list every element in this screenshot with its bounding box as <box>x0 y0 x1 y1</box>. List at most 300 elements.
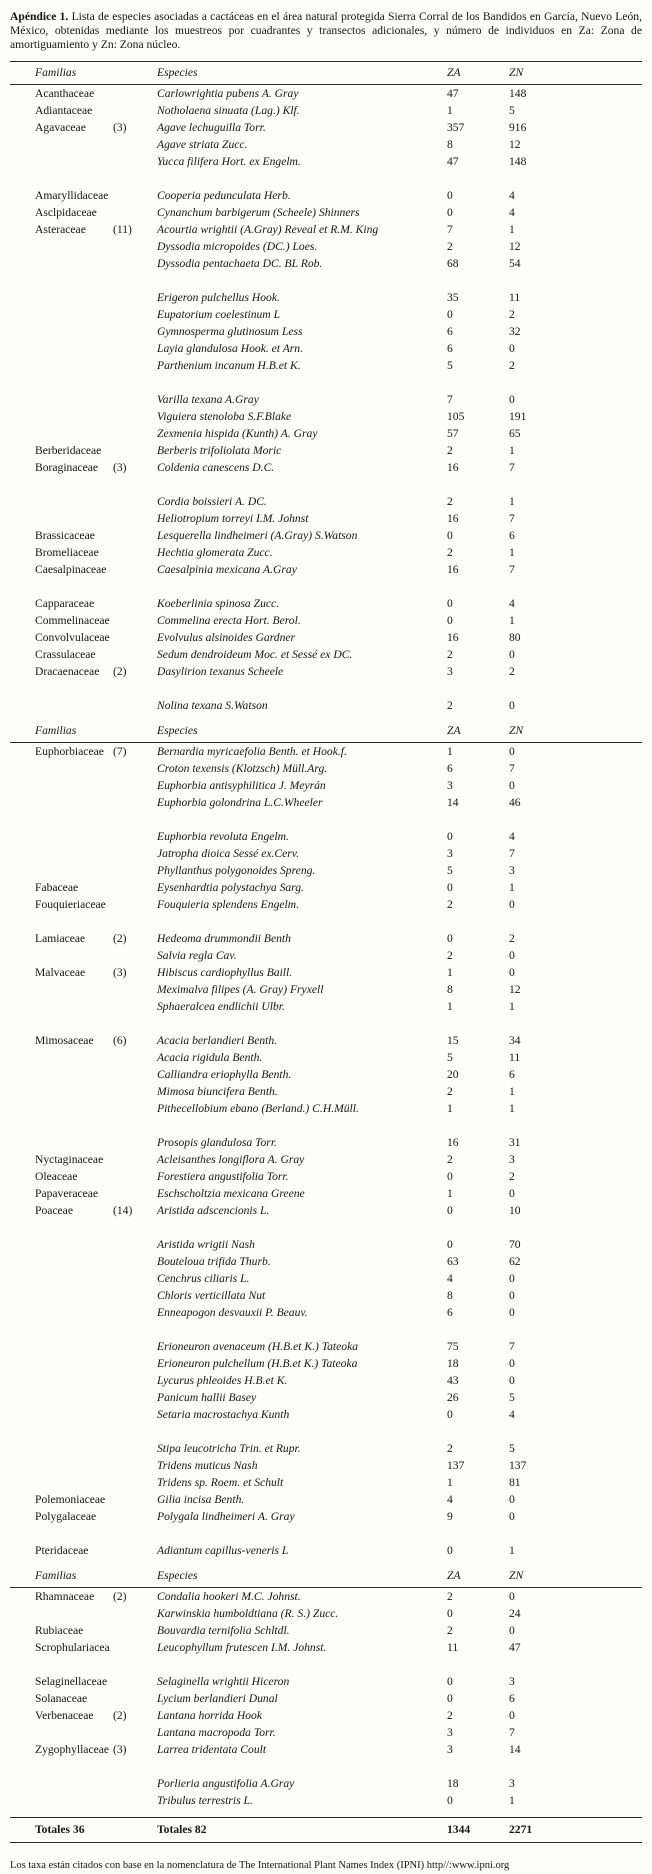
zn-count-cell: 7 <box>509 563 515 576</box>
species-row <box>10 1253 642 1270</box>
zn-count-cell: 7 <box>509 762 515 775</box>
zn-count-cell: 11 <box>509 1051 521 1064</box>
species-row <box>10 743 642 760</box>
zn-count-cell: 0 <box>509 898 515 911</box>
column-header-especies: Especies <box>157 1569 198 1582</box>
species-name-cell: Chloris verticillata Nut <box>157 1289 266 1302</box>
species-row <box>10 1622 642 1639</box>
family-count-cell <box>113 238 157 255</box>
species-name-cell: Dyssodia pentachaeta DC. BL Rob. <box>157 257 323 270</box>
table-rows-group-3 <box>10 1588 642 1809</box>
column-header-zn: ZN <box>509 724 524 737</box>
family-count-cell <box>113 204 157 221</box>
species-name-cell: Caesalpinia mexicana A.Gray <box>157 563 297 576</box>
species-name-cell: Tridens muticus Nash <box>157 1459 258 1472</box>
species-row <box>10 1032 642 1049</box>
za-count-cell: 2 <box>447 495 453 508</box>
za-count-cell: 15 <box>447 1034 459 1047</box>
species-name-cell: Lycium berlandieri Dunal <box>157 1692 278 1705</box>
zn-count-cell: 0 <box>509 1510 515 1523</box>
za-count-cell: 26 <box>447 1391 459 1404</box>
species-name-cell: Varilla texana A.Gray <box>157 393 259 406</box>
species-row <box>10 1542 642 1559</box>
za-count-cell: 2 <box>447 699 453 712</box>
za-count-cell: 4 <box>447 1493 453 1506</box>
za-count-cell: 75 <box>447 1340 459 1353</box>
species-row <box>10 1355 642 1372</box>
zn-count-cell: 1 <box>509 223 515 236</box>
species-row <box>10 459 642 476</box>
zn-count-cell: 4 <box>509 830 515 843</box>
family-cell <box>35 1236 113 1253</box>
species-name-cell: Lantana horrida Hook <box>157 1709 262 1722</box>
table-caption <box>10 10 642 52</box>
family-count-cell <box>113 1457 157 1474</box>
species-name-cell: Layia glandulosa Hook. et Arn. <box>157 342 303 355</box>
species-name-cell: Hedeoma drummondii Benth <box>157 932 291 945</box>
za-count-cell: 9 <box>447 1510 453 1523</box>
zn-count-cell: 54 <box>509 257 521 270</box>
family-cell: Oleaceae <box>35 1170 78 1183</box>
family-cell: Commelinaceae <box>35 614 110 627</box>
family-count-cell: (2) <box>113 665 127 678</box>
family-cell: Bromeliaceae <box>35 546 99 559</box>
family-cell: Polemoniaceae <box>35 1493 106 1506</box>
family-count-cell: (6) <box>113 1034 127 1047</box>
family-cell <box>35 1372 113 1389</box>
za-count-cell: 35 <box>447 291 459 304</box>
species-name-cell: Erioneuron avenaceum (H.B.et K.) Tateoka <box>157 1340 359 1353</box>
zn-count-cell: 1 <box>509 1544 515 1557</box>
family-cell: Zygophyllaceae <box>35 1743 110 1756</box>
family-count-cell <box>113 493 157 510</box>
family-count-cell <box>113 794 157 811</box>
za-count-cell: 2 <box>447 444 453 457</box>
species-name-cell: Dasylirion texanus Scheele <box>157 665 284 678</box>
za-count-cell: 2 <box>447 240 453 253</box>
column-header-count-spacer <box>113 66 157 80</box>
species-name-cell: Acacia berlandieri Benth. <box>157 1034 278 1047</box>
species-row <box>10 102 642 119</box>
family-count-cell: (11) <box>113 223 132 236</box>
zn-count-cell: 34 <box>509 1034 521 1047</box>
family-cell: Caesalpinaceae <box>35 563 107 576</box>
species-row <box>10 1304 642 1321</box>
species-row <box>10 493 642 510</box>
species-name-cell: Jatropha dioica Sessé ex.Cerv. <box>157 847 299 860</box>
column-header-familias: Familias <box>35 66 77 79</box>
column-header-especies: Especies <box>157 724 198 737</box>
family-cell <box>35 777 113 794</box>
family-count-cell <box>113 306 157 323</box>
zn-count-cell: 46 <box>509 796 521 809</box>
species-name-cell: Gymnosperma glutinosum Less <box>157 325 303 338</box>
za-count-cell: 2 <box>447 1153 453 1166</box>
species-name-cell: Aristida wrigtii Nash <box>157 1238 255 1251</box>
species-row <box>10 1287 642 1304</box>
species-name-cell: Acleisanthes longiflora A. Gray <box>157 1153 305 1166</box>
species-row <box>10 255 642 272</box>
spacer-row <box>10 1219 642 1236</box>
za-count-cell: 4 <box>447 1272 453 1285</box>
table-rows-group-2 <box>10 743 642 1559</box>
species-name-cell: Cooperia pedunculata Herb. <box>157 189 291 202</box>
family-count-cell <box>113 85 157 102</box>
zn-count-cell: 6 <box>509 1068 515 1081</box>
za-count-cell: 16 <box>447 563 459 576</box>
family-cell <box>35 697 113 714</box>
caption-label: Apéndice 1. <box>10 10 69 23</box>
family-count-cell <box>113 1304 157 1321</box>
species-row <box>10 862 642 879</box>
spacer-row <box>10 1758 642 1775</box>
zn-count-cell: 2 <box>509 665 515 678</box>
family-cell: Dracaenaceae <box>35 665 100 678</box>
family-cell <box>35 1389 113 1406</box>
species-name-cell: Notholaena sinuata (Lag.) Klf. <box>157 104 300 117</box>
zn-count-cell: 80 <box>509 631 521 644</box>
za-count-cell: 6 <box>447 762 453 775</box>
za-count-cell: 8 <box>447 983 453 996</box>
spacer-row <box>10 811 642 828</box>
species-name-cell: Erigeron pulchellus Hook. <box>157 291 280 304</box>
za-count-cell: 43 <box>447 1374 459 1387</box>
family-count-cell <box>113 408 157 425</box>
family-cell <box>35 1406 113 1423</box>
species-row <box>10 1457 642 1474</box>
species-row <box>10 879 642 896</box>
za-count-cell: 0 <box>447 597 453 610</box>
species-row <box>10 663 642 680</box>
species-name-cell: Phyllanthus polygonoides Spreng. <box>157 864 316 877</box>
family-count-cell <box>113 1134 157 1151</box>
family-cell: Selaginellaceae <box>35 1675 108 1688</box>
za-count-cell: 18 <box>447 1777 459 1790</box>
family-cell: Scrophulariacea <box>35 1641 110 1654</box>
family-count-cell <box>113 879 157 896</box>
species-name-cell: Panicum hallii Basey <box>157 1391 257 1404</box>
species-row <box>10 828 642 845</box>
family-cell <box>35 1066 113 1083</box>
family-count-cell <box>113 998 157 1015</box>
species-row <box>10 408 642 425</box>
zn-count-cell: 148 <box>509 87 527 100</box>
family-cell: Agavaceae <box>35 121 86 134</box>
zn-count-cell: 2 <box>509 359 515 372</box>
zn-count-cell: 191 <box>509 410 527 423</box>
zn-count-cell: 0 <box>509 1357 515 1370</box>
family-cell <box>35 425 113 442</box>
species-row <box>10 1372 642 1389</box>
family-cell: Polygalaceae <box>35 1510 97 1523</box>
family-count-cell <box>113 289 157 306</box>
column-header-familias: Familias <box>35 1569 77 1582</box>
family-cell: Lamiaceae <box>35 932 86 945</box>
family-cell: Nyctaginaceae <box>35 1153 104 1166</box>
species-row <box>10 1792 642 1809</box>
zn-count-cell: 148 <box>509 155 527 168</box>
family-cell <box>35 1792 113 1809</box>
family-cell: Rhamnaceae <box>35 1590 95 1603</box>
family-cell: Mimosaceae <box>35 1034 94 1047</box>
totals-row <box>10 1817 642 1843</box>
zn-count-cell: 24 <box>509 1607 521 1620</box>
species-name-cell: Tridens sp. Roem. et Schult <box>157 1476 284 1489</box>
species-name-cell: Nolina texana S.Watson <box>157 699 268 712</box>
zn-count-cell: 12 <box>509 138 521 151</box>
family-count-cell <box>113 136 157 153</box>
species-row <box>10 153 642 170</box>
column-header-zn: ZN <box>509 1569 524 1582</box>
family-cell <box>35 1304 113 1321</box>
species-name-cell: Cenchrus ciliaris L. <box>157 1272 250 1285</box>
family-cell: Euphorbiaceae <box>35 745 104 758</box>
species-row <box>10 1236 642 1253</box>
zn-count-cell: 31 <box>509 1136 521 1149</box>
za-count-cell: 2 <box>447 949 453 962</box>
family-cell <box>35 255 113 272</box>
species-row <box>10 85 642 102</box>
column-header-za: ZA <box>447 724 461 737</box>
zn-count-cell: 14 <box>509 1743 521 1756</box>
family-count-cell: (3) <box>113 461 127 474</box>
za-count-cell: 1 <box>447 1000 453 1013</box>
family-count-cell: (14) <box>113 1204 133 1217</box>
species-row <box>10 777 642 794</box>
za-count-cell: 6 <box>447 342 453 355</box>
zn-count-cell: 10 <box>509 1204 521 1217</box>
species-row <box>10 1724 642 1741</box>
species-name-cell: Leucophyllum frutescen I.M. Johnst. <box>157 1641 327 1654</box>
family-cell: Poaceae <box>35 1204 73 1217</box>
species-name-cell: Cordia boissieri A. DC. <box>157 495 267 508</box>
species-row <box>10 697 642 714</box>
family-count-cell <box>113 981 157 998</box>
za-count-cell: 5 <box>447 359 453 372</box>
family-cell <box>35 1338 113 1355</box>
species-row <box>10 204 642 221</box>
species-name-cell: Larrea tridentata Coult <box>157 1743 267 1756</box>
za-count-cell: 1 <box>447 1102 453 1115</box>
family-count-cell <box>113 1508 157 1525</box>
za-count-cell: 6 <box>447 325 453 338</box>
species-row <box>10 1168 642 1185</box>
zn-count-cell: 0 <box>509 949 515 962</box>
zn-count-cell: 0 <box>509 1306 515 1319</box>
totals-species: Totales 82 <box>157 1823 207 1836</box>
family-count-cell: (2) <box>113 1709 127 1722</box>
family-count-cell: (3) <box>113 966 127 979</box>
totals-zn: 2271 <box>509 1823 533 1836</box>
species-name-cell: Adiantum capillus-veneris L <box>157 1544 289 1557</box>
za-count-cell: 3 <box>447 665 453 678</box>
family-cell <box>35 408 113 425</box>
za-count-cell: 18 <box>447 1357 459 1370</box>
spacer-row <box>10 1525 642 1542</box>
za-count-cell: 0 <box>447 932 453 945</box>
family-cell <box>35 289 113 306</box>
species-name-cell: Tribulus terrestris L. <box>157 1794 253 1807</box>
family-cell <box>35 1270 113 1287</box>
za-count-cell: 0 <box>447 1607 453 1620</box>
za-count-cell: 0 <box>447 1692 453 1705</box>
za-count-cell: 1 <box>447 745 453 758</box>
species-row <box>10 930 642 947</box>
species-name-cell: Agave lechuguilla Torr. <box>157 121 266 134</box>
zn-count-cell: 12 <box>509 240 521 253</box>
family-count-cell <box>113 1338 157 1355</box>
family-cell: Berberidaceae <box>35 444 102 457</box>
species-name-cell: Salvia regla Cav. <box>157 949 237 962</box>
za-count-cell: 2 <box>447 898 453 911</box>
za-count-cell: 0 <box>447 1204 453 1217</box>
zn-count-cell: 81 <box>509 1476 521 1489</box>
zn-count-cell: 0 <box>509 1187 515 1200</box>
species-row <box>10 136 642 153</box>
zn-count-cell: 6 <box>509 1692 515 1705</box>
family-cell <box>35 1100 113 1117</box>
zn-count-cell: 70 <box>509 1238 521 1251</box>
family-cell <box>35 153 113 170</box>
species-name-cell: Viguiera stenoloba S.F.Blake <box>157 410 292 423</box>
species-row <box>10 1673 642 1690</box>
family-count-cell <box>113 1185 157 1202</box>
species-row <box>10 794 642 811</box>
zn-count-cell: 7 <box>509 847 515 860</box>
za-count-cell: 0 <box>447 1238 453 1251</box>
family-cell <box>35 981 113 998</box>
za-count-cell: 0 <box>447 1794 453 1807</box>
family-count-cell <box>113 1639 157 1656</box>
za-count-cell: 2 <box>447 1624 453 1637</box>
family-count-cell: (7) <box>113 745 127 758</box>
family-cell <box>35 760 113 777</box>
family-cell <box>35 323 113 340</box>
species-name-cell: Yucca filifera Hort. ex Engelm. <box>157 155 301 168</box>
species-name-cell: Selaginella wrightii Hiceron <box>157 1675 290 1688</box>
species-name-cell: Eschscholtzia mexicana Greene <box>157 1187 305 1200</box>
species-name-cell: Heliotropium torreyi I.M. Johnst <box>157 512 309 525</box>
table-header-row <box>10 61 642 85</box>
za-count-cell: 7 <box>447 393 453 406</box>
column-header-familias: Familias <box>35 724 77 737</box>
zn-count-cell: 1 <box>509 1102 515 1115</box>
species-name-cell: Forestiera angustifolia Torr. <box>157 1170 289 1183</box>
species-row <box>10 646 642 663</box>
family-cell <box>35 1083 113 1100</box>
family-cell <box>35 136 113 153</box>
species-name-cell: Gilia incisa Benth. <box>157 1493 245 1506</box>
family-count-cell <box>113 1100 157 1117</box>
spacer-row <box>10 1423 642 1440</box>
za-count-cell: 11 <box>447 1641 459 1654</box>
family-count-cell <box>113 391 157 408</box>
family-cell <box>35 1134 113 1151</box>
zn-count-cell: 1 <box>509 614 515 627</box>
totals-families: Totales 36 <box>35 1823 85 1836</box>
za-count-cell: 2 <box>447 546 453 559</box>
species-row <box>10 845 642 862</box>
species-row <box>10 289 642 306</box>
species-row <box>10 442 642 459</box>
family-count-cell <box>113 1474 157 1491</box>
species-name-cell: Sedum dendroideum Moc. et Sessé ex DC. <box>157 648 353 661</box>
species-name-cell: Eysenhardtia polystachya Sarg. <box>157 881 304 894</box>
species-row <box>10 947 642 964</box>
species-row <box>10 1474 642 1491</box>
species-row <box>10 340 642 357</box>
family-count-cell <box>113 896 157 913</box>
species-name-cell: Lantana macropoda Torr. <box>157 1726 276 1739</box>
family-count-cell <box>113 1690 157 1707</box>
zn-count-cell: 1 <box>509 546 515 559</box>
column-header-za: ZA <box>447 66 461 79</box>
family-count-cell <box>113 646 157 663</box>
zn-count-cell: 1 <box>509 495 515 508</box>
species-row <box>10 1134 642 1151</box>
zn-count-cell: 4 <box>509 1408 515 1421</box>
zn-count-cell: 3 <box>509 864 515 877</box>
family-cell <box>35 1775 113 1792</box>
table-section-2 <box>10 720 642 1559</box>
zn-count-cell: 2 <box>509 1170 515 1183</box>
species-row <box>10 760 642 777</box>
zn-count-cell: 7 <box>509 512 515 525</box>
family-cell <box>35 1287 113 1304</box>
za-count-cell: 0 <box>447 1675 453 1688</box>
za-count-cell: 7 <box>447 223 453 236</box>
species-name-cell: Carlowrightia pubens A. Gray <box>157 87 299 100</box>
family-count-cell: (3) <box>113 121 127 134</box>
spacer-row <box>10 170 642 187</box>
zn-count-cell: 5 <box>509 1391 515 1404</box>
zn-count-cell: 5 <box>509 104 515 117</box>
spacer-row <box>10 1015 642 1032</box>
za-count-cell: 57 <box>447 427 459 440</box>
family-cell <box>35 391 113 408</box>
zn-count-cell: 3 <box>509 1675 515 1688</box>
species-row <box>10 1588 642 1605</box>
species-name-cell: Commelina erecta Hort. Berol. <box>157 614 301 627</box>
family-count-cell <box>113 510 157 527</box>
za-count-cell: 357 <box>447 121 465 134</box>
zn-count-cell: 0 <box>509 745 515 758</box>
family-count-cell <box>113 1151 157 1168</box>
species-row <box>10 1049 642 1066</box>
table-header-row <box>10 720 642 743</box>
column-header-count-spacer <box>113 724 157 738</box>
zn-count-cell: 0 <box>509 1289 515 1302</box>
family-count-cell <box>113 527 157 544</box>
species-name-cell: Meximalva filipes (A. Gray) Fryxell <box>157 983 324 996</box>
zn-count-cell: 1 <box>509 1794 515 1807</box>
family-count-cell <box>113 1622 157 1639</box>
zn-count-cell: 7 <box>509 461 515 474</box>
species-name-cell: Prosopis glandulosa Torr. <box>157 1136 277 1149</box>
species-name-cell: Pithecellobium ebano (Berland.) C.H.Müll. <box>157 1102 359 1115</box>
family-cell: Papaveraceae <box>35 1187 99 1200</box>
family-cell <box>35 238 113 255</box>
species-row <box>10 1508 642 1525</box>
za-count-cell: 0 <box>447 529 453 542</box>
species-row <box>10 896 642 913</box>
species-name-cell: Euphorbia revoluta Engelm. <box>157 830 289 843</box>
za-count-cell: 2 <box>447 1085 453 1098</box>
family-cell: Fouquieriaceae <box>35 898 106 911</box>
za-count-cell: 14 <box>447 796 459 809</box>
family-count-cell <box>113 947 157 964</box>
za-count-cell: 47 <box>447 87 459 100</box>
